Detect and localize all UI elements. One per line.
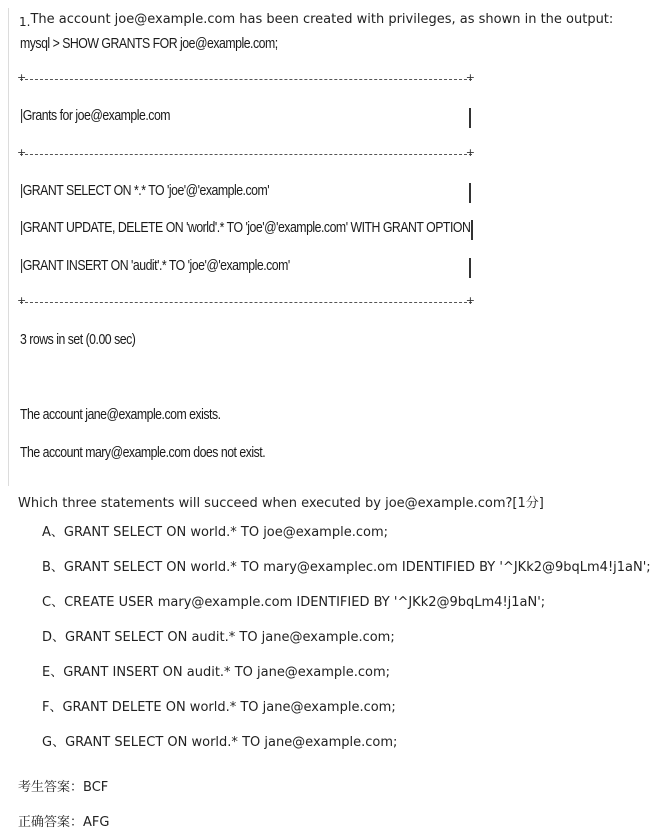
question-header [19,10,613,29]
account-note: The account mary@example.com does not exist. [20,444,266,461]
correct-answer: 正确答案：AFG [18,815,110,830]
option-c: C、CREATE USER mary@example.com IDENTIFIED BY '^JKk2@9bqLm4!j1aN'; [42,595,546,610]
grant-row: |GRANT INSERT ON 'audit'.* TO 'joe'@'example.com' [20,257,290,274]
option-g: G、GRANT SELECT ON world.* TO jane@example.com; [42,735,398,750]
account-note: The account jane@example.com exists. [20,406,221,423]
table-pipe [469,258,471,278]
option-e: E、GRANT INSERT ON audit.* TO jane@example.com; [42,665,391,680]
table-border-bottom [20,302,472,303]
grant-row: |GRANT SELECT ON *.* TO 'joe'@'example.com' [20,182,270,199]
option-a: A、GRANT SELECT ON world.* TO joe@example.com; [42,525,388,540]
question-intro: The account joe@example.com has been created with privileges, as shown in the output: [30,12,614,27]
option-f: F、GRANT DELETE ON world.* TO jane@example.com; [42,700,396,715]
table-pipe [469,108,471,128]
table-pipe [471,220,473,240]
candidate-answer: 考生答案：BCF [18,780,109,795]
option-b: B、GRANT SELECT ON world.* TO mary@examplec.om IDENTIFIED BY '^JKk2@9bqLm4!j1aN'; [42,560,651,575]
table-border-top [20,79,472,80]
question-stem: Which three statements will succeed when executed by joe@example.com?[1分] [18,496,544,511]
table-pipe [469,183,471,203]
option-d: D、GRANT SELECT ON audit.* TO jane@example.com; [42,630,395,645]
answer-options [42,523,651,768]
grant-row: |GRANT UPDATE, DELETE ON 'world'.* TO 'joe'@'example.com' WITH GRANT OPTION [20,219,471,236]
question-number: 1. [19,15,31,29]
question-left-border [8,8,9,486]
grants-table-header: |Grants for joe@example.com [20,107,171,124]
rows-summary: 3 rows in set (0.00 sec) [20,331,136,348]
mysql-command: mysql > SHOW GRANTS FOR joe@example.com; [20,35,278,52]
table-border-middle [20,154,472,155]
